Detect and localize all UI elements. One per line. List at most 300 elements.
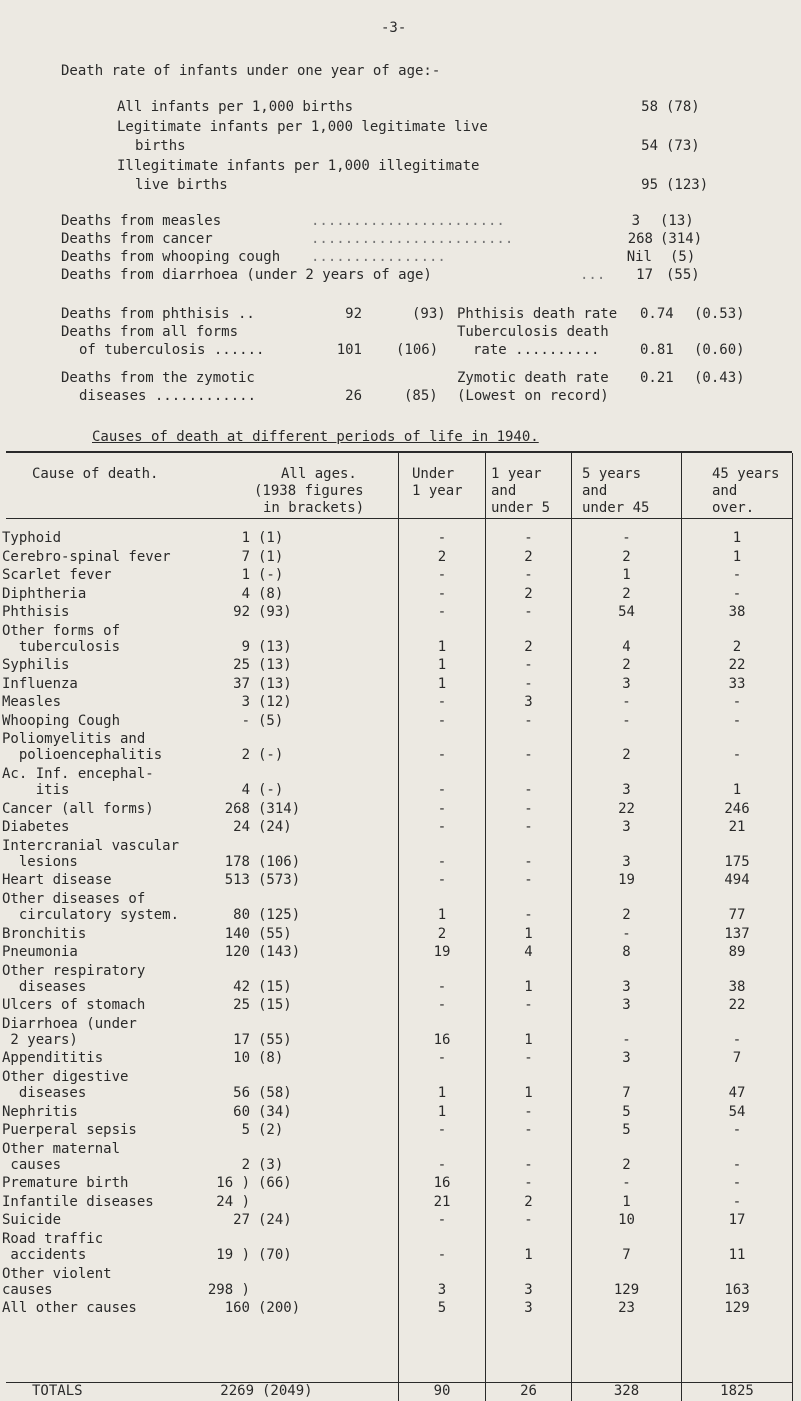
header-45-over: over. [712,500,755,516]
cell-prev: (-) [258,567,284,583]
totals-5-45: 328 [613,1383,640,1399]
cause-name: circulatory system. [2,907,180,923]
cell-u5: 3 [524,1281,533,1298]
infant-rate-label-cont: live births [135,177,228,193]
cause-name: Cerebro-spinal fever [2,548,171,565]
cell-u5: - [524,747,533,764]
cell-u1: 1 [437,1103,447,1120]
cell-prev: (200) [258,1300,301,1317]
col-divider [792,453,793,1401]
header-1-5: and [491,483,517,499]
deaths-prev: (314) [660,231,703,247]
cause-name: Ac. Inf. encephal- [2,765,154,782]
cell-o45: - [732,1031,742,1048]
cell-prev: (13) [258,638,292,655]
cell-u5: - [524,712,533,729]
cell-u5: - [524,1156,533,1173]
zymotic-rate-label: Zymotic death rate [457,370,609,386]
cell-all: - [241,712,250,729]
totals-prev: (2049) [262,1383,313,1399]
cell-prev: (55) [258,925,292,942]
cause-name: Other forms of [2,622,121,639]
deaths-label: Deaths from whooping cough [61,249,281,265]
header-under-1: 1 year [412,483,463,499]
cell-u5: 1 [524,1247,533,1263]
cell-u5: - [524,1175,533,1192]
infant-rate-label: Legitimate infants per 1,000 legitimate live [117,119,488,135]
cell-u5: - [524,800,533,817]
tb-label-cont: of tuberculosis ...... [79,342,265,358]
cell-u45: - [622,712,631,729]
cell-o45: 494 [724,872,750,889]
cell-u1: 1 [437,675,447,692]
header-under-1: Under [412,466,455,482]
cell-u5: - [524,530,533,546]
cell-o45: 17 [728,1212,746,1229]
cell-all: 268 [224,800,250,817]
table-title: Causes of death at different periods of life in 1940. [92,429,539,445]
phthisis-label: Deaths from phthisis .. [61,306,255,322]
cell-prev: (13) [258,675,292,692]
cell-u5: - [524,675,533,692]
header-5-45: 5 years [582,466,642,482]
cell-prev: (15) [258,997,292,1014]
cause-name: Premature birth [2,1175,129,1192]
cell-o45: - [732,1175,742,1192]
cell-u45: 4 [622,638,631,655]
cell-u45: 3 [622,819,631,836]
totals-all-ages: 2269 [220,1383,254,1399]
cell-u1: 21 [433,1193,451,1210]
cell-u5: - [524,1103,533,1120]
cell-u45: 23 [618,1300,635,1317]
cell-prev: (13) [258,657,292,674]
cell-u45: 3 [622,978,631,995]
cell-u1: - [437,585,447,602]
page-number: -3- [381,20,407,36]
cause-name: Scarlet fever [2,567,112,583]
cell-u5: 1 [524,925,533,942]
cell-o45: 89 [728,944,746,960]
cell-all: 24 [233,819,250,836]
cell-all: 160 [224,1300,250,1317]
cell-u5: - [524,1122,533,1139]
cell-u45: 1 [622,1193,631,1210]
cell-u45: 1 [622,567,631,583]
header-1-5: under 5 [491,500,551,516]
cell-all: 513 [224,872,250,889]
cell-prev: (34) [258,1103,292,1120]
cell-all: 5 [241,1122,250,1139]
cell-prev: (55) [258,1031,292,1048]
cell-u5: - [524,1212,533,1229]
cell-o45: 175 [724,853,750,870]
cell-u1: - [437,530,447,546]
cell-all: 298 ) [207,1281,250,1298]
cell-all: 2 [241,747,250,764]
cause-name: Infantile diseases [2,1193,154,1210]
cell-all: 1 [241,567,250,583]
cell-u45: 2 [622,585,631,602]
cell-u1: - [437,800,447,817]
cell-u5: 3 [524,694,533,711]
cause-name: causes [2,1281,53,1298]
cause-name: tuberculosis [2,638,121,655]
cell-u45: 2 [622,548,631,565]
cell-all: 3 [241,694,250,711]
cause-name: Whooping Cough [2,712,121,729]
cell-prev: (-) [258,747,284,764]
cause-name: itis [2,782,70,799]
zymotic-rate: 0.21 [640,370,674,386]
cell-o45: 38 [728,604,746,620]
cell-o45: 77 [728,907,746,923]
cause-name: Puerperal sepsis [2,1122,137,1139]
infant-rate-value: 58 [641,99,658,115]
cell-o45: - [732,567,742,583]
cell-u5: - [524,657,533,674]
tb-rate-label-cont: rate .......... [473,342,600,358]
cell-o45: 129 [724,1300,750,1317]
infant-rate-prev: (73) [666,138,700,154]
zymotic-rate-prev: (0.43) [694,370,745,386]
cell-u5: - [524,1050,533,1067]
cell-prev: (314) [258,800,301,817]
cause-name: Bronchitis [2,925,87,942]
cell-u45: 2 [622,1156,631,1173]
cell-u5: 1 [524,978,533,995]
cell-o45: 22 [728,657,746,674]
cell-u45: 8 [622,944,631,960]
deaths-value: 268 [627,231,653,247]
cause-name: diseases [2,1085,87,1102]
phthisis-prev: (93) [412,306,446,322]
cause-name: Appendititis [2,1050,104,1067]
tb-label: Deaths from all forms [61,324,239,340]
cell-u5: - [524,872,533,889]
cell-u1: - [437,747,447,764]
cell-u5: 2 [524,585,533,602]
header-45-over: 45 years [712,466,780,482]
cell-all: 120 [224,944,250,960]
header-5-45: under 45 [582,500,650,516]
cell-prev: (-) [258,782,284,799]
cell-o45: 11 [728,1247,746,1263]
cell-prev: (106) [258,853,301,870]
cell-o45: 38 [728,978,746,995]
cell-u1: - [437,1050,447,1067]
header-all-ages: All ages. [281,466,357,482]
cell-u45: - [622,1031,631,1048]
cell-u1: - [437,978,447,995]
cell-all: 19 ) [216,1247,250,1263]
cell-o45: - [732,1193,742,1210]
cell-all: 4 [241,782,250,799]
cell-o45: 137 [724,925,750,942]
cell-prev: (2) [258,1122,284,1139]
totals-45-over: 1825 [720,1383,754,1399]
cell-prev: (5) [258,712,284,729]
cell-all: 27 [233,1212,250,1229]
cell-o45: 22 [728,997,746,1014]
cell-u45: - [622,1175,631,1192]
cell-prev: (1) [258,548,284,565]
cell-o45: - [732,585,742,602]
cause-name: Suicide [2,1212,62,1229]
cell-all: 7 [241,548,250,565]
cell-u1: - [437,1156,447,1173]
cell-prev: (70) [258,1247,292,1263]
cell-u45: 5 [622,1122,631,1139]
tb-prev: (106) [396,342,439,358]
totals-label: TOTALS [32,1383,83,1399]
cell-u5: 2 [524,638,533,655]
cause-name: causes [2,1156,62,1173]
cell-all: 140 [224,925,250,942]
cell-u1: 16 [433,1031,451,1048]
cause-name: Poliomyelitis and [2,731,146,748]
cell-all: 56 [233,1085,250,1102]
leader-dots: ........................ [311,231,514,247]
cause-name: Measles [2,694,62,711]
cell-u1: - [437,872,447,889]
cell-u5: 4 [524,944,533,960]
cell-all: 16 ) [216,1175,250,1192]
deaths-value: Nil [626,249,652,265]
cell-all: 17 [233,1031,250,1048]
phthisis-rate-prev: (0.53) [694,306,745,322]
cell-all: 42 [233,978,250,995]
cell-o45: 2 [732,638,742,655]
infant-rate-label-cont: births [135,138,186,154]
cell-all: 92 [233,604,250,620]
cell-u1: 1 [437,1085,447,1102]
infant-rate-prev: (78) [666,99,700,115]
cell-u45: 22 [618,800,635,817]
cell-u45: 7 [622,1247,631,1263]
cell-all: 9 [241,638,250,655]
cell-prev: (573) [258,872,301,889]
zymotic-prev: (85) [404,388,438,404]
leader-dots: ....................... [311,213,505,229]
deaths-label: Deaths from cancer [61,231,213,247]
deaths-prev: (5) [670,249,696,265]
header-5-45: and [582,483,608,499]
cell-u1: - [437,712,447,729]
phthisis-rate: 0.74 [640,306,674,322]
cell-u1: - [437,1122,447,1139]
table-top-rule [6,451,792,453]
totals-under-1: 90 [433,1383,451,1399]
cell-u5: - [524,782,533,799]
cause-name: Road traffic [2,1230,104,1247]
cause-name: Other diseases of [2,890,146,907]
cell-o45: 1 [732,530,742,546]
cell-u1: 2 [437,925,447,942]
cell-u1: - [437,567,447,583]
leader-dots: ... [580,267,606,283]
cell-u5: 1 [524,1085,533,1102]
cause-name: Cancer (all forms) [2,800,154,817]
cell-u45: 2 [622,657,631,674]
cell-u5: - [524,853,533,870]
cell-o45: 21 [728,819,746,836]
cell-prev: (8) [258,1050,284,1067]
table-header-rule [6,518,792,519]
cell-prev: (125) [258,907,301,923]
cell-all: 24 ) [216,1193,250,1210]
cause-name: Other respiratory [2,962,146,979]
header-45-over: and [712,483,738,499]
deaths-prev: (55) [666,267,700,283]
cell-prev: (15) [258,978,292,995]
phthisis-rate-label: Phthisis death rate [457,306,618,322]
cell-u1: 1 [437,907,447,923]
cell-all: 178 [224,853,250,870]
cell-prev: (66) [258,1175,292,1192]
cell-o45: 7 [732,1050,742,1067]
cell-u1: - [437,694,447,711]
cell-u45: 2 [622,747,631,764]
cell-u1: - [437,997,447,1014]
zymotic-rate-note: (Lowest on record) [457,388,609,404]
cause-name: Heart disease [2,872,112,889]
cell-all: 2 [241,1156,250,1173]
cell-u5: 3 [524,1300,533,1317]
cell-u1: 16 [433,1175,451,1192]
cell-all: 10 [233,1050,250,1067]
cause-name: lesions [2,853,78,870]
infant-rate-label: Illegitimate infants per 1,000 illegitimate [117,158,480,174]
cell-u45: - [622,925,631,942]
cell-u1: 2 [437,548,447,565]
cell-u5: - [524,907,533,923]
cell-o45: 33 [728,675,746,692]
zymotic-label: Deaths from the zymotic [61,370,255,386]
cell-u5: 2 [524,1193,533,1210]
header-1-5: 1 year [491,466,542,482]
cell-o45: - [732,1122,742,1139]
cell-u45: 10 [618,1212,635,1229]
cell-prev: (8) [258,585,284,602]
infant-rate-value: 54 [641,138,658,154]
totals-1-5: 26 [520,1383,537,1399]
cell-all: 25 [233,997,250,1014]
cause-name: Diabetes [2,819,70,836]
cell-o45: - [732,747,742,764]
cell-u5: 2 [524,548,533,565]
cause-name: Diarrhoea (under [2,1015,137,1032]
zymotic-label-cont: diseases ............ [79,388,257,404]
cell-o45: 54 [728,1103,746,1120]
cell-u1: - [437,853,447,870]
cell-all: 60 [233,1103,250,1120]
cell-u1: - [437,819,447,836]
deaths-prev: (13) [660,213,694,229]
cell-all: 1 [241,530,250,546]
cause-name: Diphtheria [2,585,87,602]
cell-u1: - [437,1247,447,1263]
cause-name: Other digestive [2,1068,129,1085]
cell-all: 80 [233,907,250,923]
cell-u45: 3 [622,853,631,870]
cell-u45: 3 [622,997,631,1014]
cause-name: polioencephalitis [2,747,163,764]
cause-name: Phthisis [2,604,70,620]
cell-u1: 1 [437,638,447,655]
tb-rate-label: Tuberculosis death [457,324,609,340]
cell-u45: 5 [622,1103,631,1120]
cell-o45: - [732,694,742,711]
cell-u1: - [437,1212,447,1229]
cause-name: Influenza [2,675,78,692]
header-all-ages-note: in brackets) [263,500,365,516]
cell-o45: 1 [732,782,742,799]
cause-name: Nephritis [2,1103,78,1120]
cell-u1: 1 [437,657,447,674]
zymotic-value: 26 [345,388,362,404]
deaths-value: 17 [636,267,653,283]
section-title: Death rate of infants under one year of age:- [61,63,441,79]
cause-name: Ulcers of stomach [2,997,146,1014]
cause-name: Pneumonia [2,944,78,960]
cell-prev: (24) [258,819,292,836]
cell-u5: - [524,567,533,583]
cause-name: Syphilis [2,657,70,674]
tb-value: 101 [336,342,362,358]
deaths-label: Deaths from diarrhoea (under 2 years of age) [61,267,432,283]
cell-prev: (143) [258,944,301,960]
cause-name: diseases [2,978,87,995]
cell-prev: (24) [258,1212,292,1229]
cell-u5: - [524,604,533,620]
cell-u45: 3 [622,782,631,799]
cause-name: 2 years) [2,1031,78,1048]
cell-u1: - [437,604,447,620]
cause-name: Other maternal [2,1140,121,1157]
cell-u45: 129 [613,1281,640,1298]
cell-all: 25 [233,657,250,674]
cell-o45: 1 [732,548,742,565]
cell-u45: - [622,694,631,711]
cell-o45: - [732,712,742,729]
cell-u45: 54 [618,604,635,620]
cell-u5: 1 [524,1031,533,1048]
cell-u45: 3 [622,675,631,692]
cell-prev: (93) [258,604,292,620]
cell-u1: 5 [437,1300,447,1317]
deaths-label: Deaths from measles [61,213,222,229]
tb-rate: 0.81 [640,342,674,358]
leader-dots: ................ [311,249,446,265]
tb-rate-prev: (0.60) [694,342,745,358]
cell-prev: (58) [258,1085,292,1102]
cell-u45: 3 [622,1050,631,1067]
cell-o45: - [732,1156,742,1173]
cell-u5: - [524,819,533,836]
cell-u1: 19 [433,944,451,960]
header-cause: Cause of death. [32,466,159,482]
header-all-ages-note: (1938 figures [254,483,364,499]
cell-u1: 3 [437,1281,447,1298]
cell-o45: 246 [724,800,750,817]
cause-name: accidents [2,1247,87,1263]
cell-u45: 19 [618,872,635,889]
cell-u45: - [622,530,631,546]
cause-name: Intercranial vascular [2,837,180,854]
cause-name: Typhoid [2,530,62,546]
infant-rate-value: 95 [641,177,658,193]
